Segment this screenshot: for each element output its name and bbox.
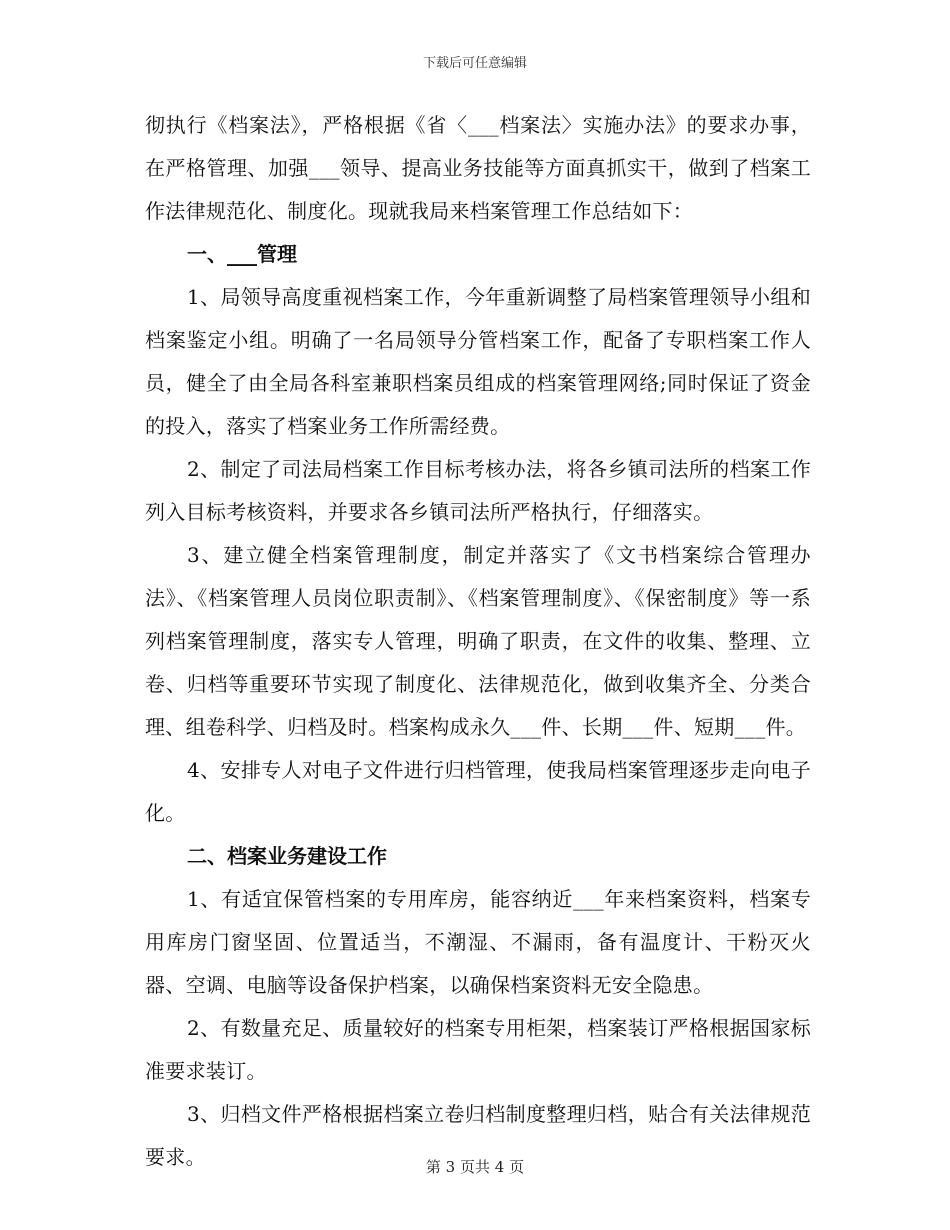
paragraph: 3、归档文件严格根据档案立卷归档制度整理归档，贴合有关法律规范要求。 [145,1102,811,1169]
page-footer: 第 3 页共 4 页 [425,1158,525,1176]
paragraph: 2、制定了司法局档案工作目标考核办法，将各乡镇司法所的档案工作列入目标考核资料，并要求各乡镇司法所严格执行，仔细落实。 [145,457,811,524]
paragraph: 4、安排专人对电子文件进行归档管理，使我局档案管理逐步走向电子化。 [145,758,811,825]
section-heading-1: 一、___管理 [187,242,297,266]
page-header: 下载后可任意编辑 [422,56,527,71]
paragraph: 1、有适宜保管档案的专用库房，能容纳近___年来档案资料，档案专用库房门窗坚固、位置适当，不潮湿、不漏雨，备有温度计、干粉灭火器、空调、电脑等设备保护档案，以确保档案资料无安全隐患。 [145,887,811,997]
paragraph: 3、建立健全档案管理制度，制定并落实了《文书档案综合管理办法》、《档案管理人员岗位职责制》、《档案管理制度》、《保密制度》等一系列档案管理制度，落实专人管理，明确了职责，在文件的收集、整理、立卷、归档等重要环节实现了制度化、法律规范化，做到收集齐全、分类合理、组卷科学、归档及时。档案构成永久___件、长期___件、短期___件。 [145,543,811,739]
section-heading-2: 二、档案业务建设工作 [187,844,387,868]
document-body [145,104,811,1179]
paragraph-continuation: 彻执行《档案法》，严格根据《省〈___档案法〉实施办法》的要求办事，在严格管理、加强___领导、提高业务技能等方面真抓实干，做到了档案工作法律规范化、制度化。现就我局来档案管理工作总结如下： [145,113,811,223]
paragraph: 2、有数量充足、质量较好的档案专用柜架，档案装订严格根据国家标准要求装订。 [145,1016,811,1083]
paragraph: 1、局领导高度重视档案工作，今年重新调整了局档案管理领导小组和档案鉴定小组。明确了一名局领导分管档案工作，配备了专职档案工作人员，健全了由全局各科室兼职档案员组成的档案管理网络;同时保证了资金的投入，落实了档案业务工作所需经费。 [145,285,811,438]
